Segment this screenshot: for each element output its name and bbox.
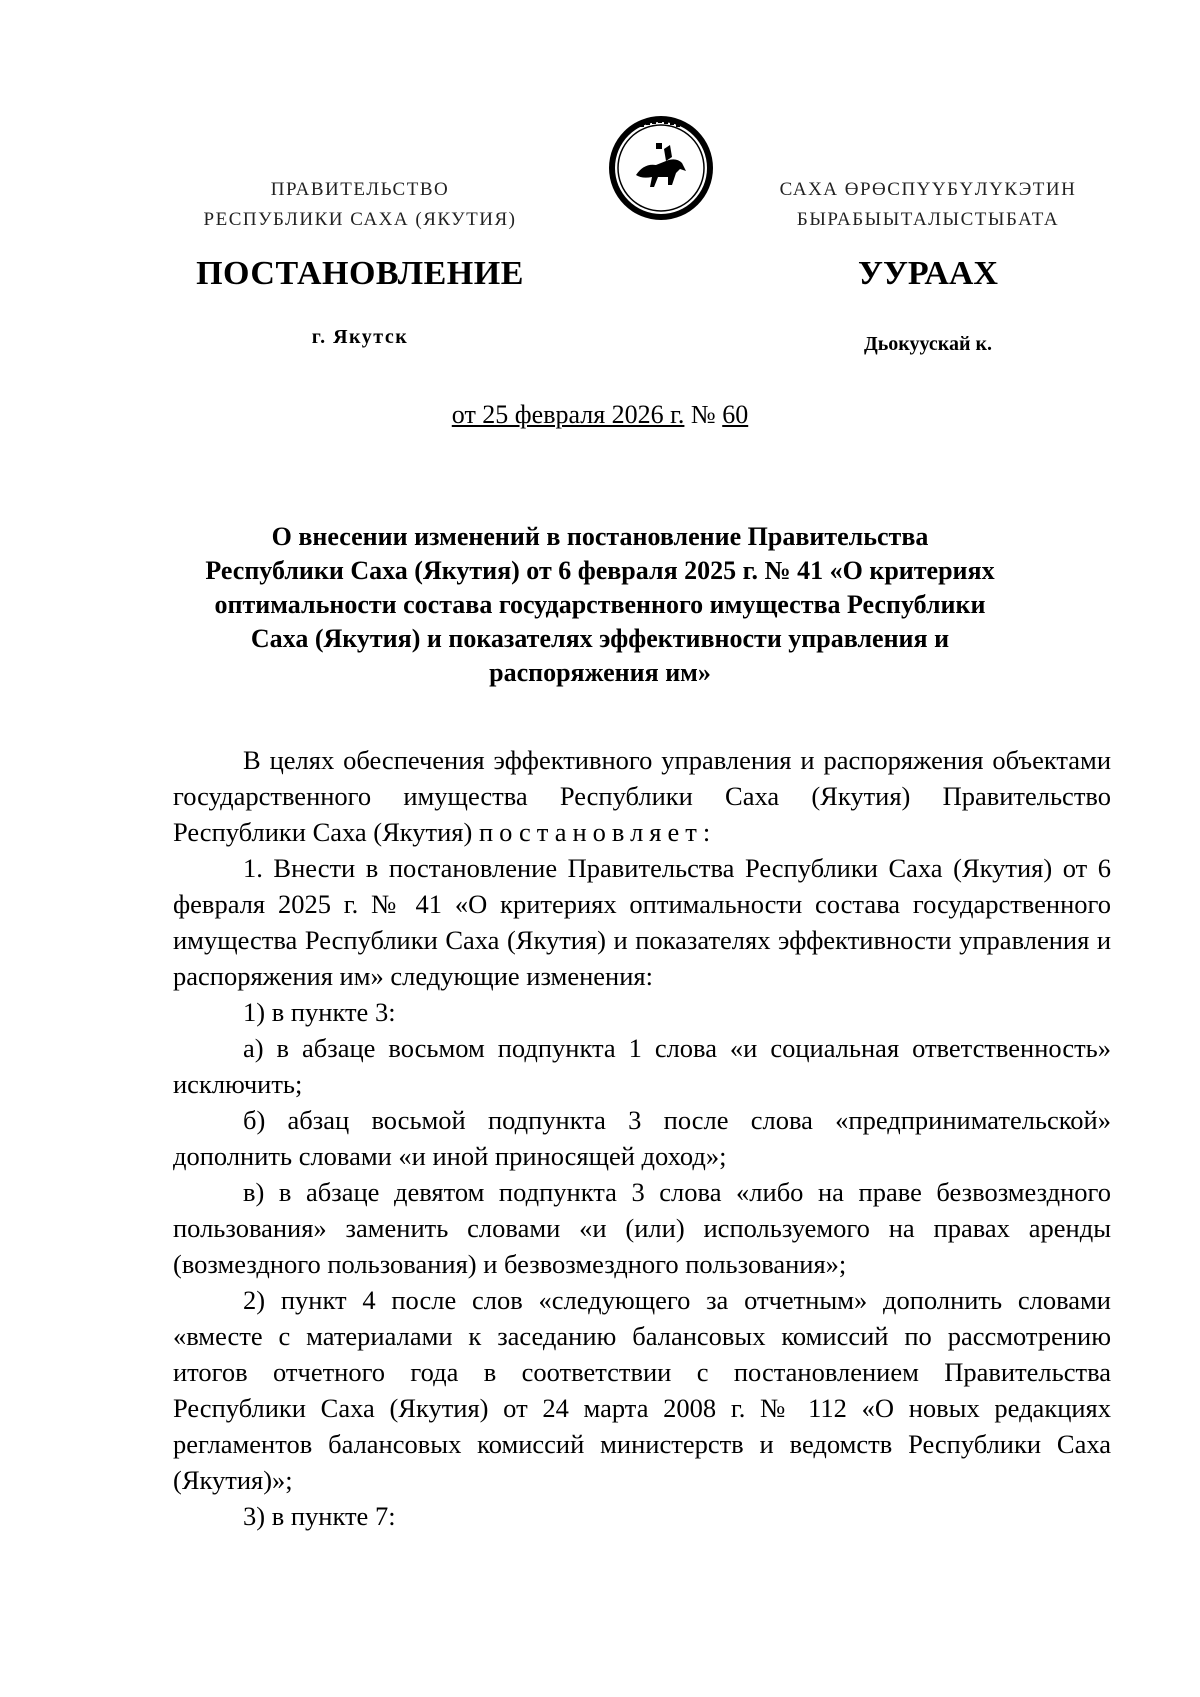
doc-type-ru: ПОСТАНОВЛЕНИЕ [196, 255, 524, 292]
decree-word: постановляет: [478, 817, 717, 847]
body-paragraph: 2) пункт 4 после слов «следующего за отчетным» дополнить словами «вместе с материалами к заседанию балансовых комиссий по рассмотрению итогов отчетного года в соответствии с постановлением Правительства Республики Саха (Якутия) от 24 марта 2008 г. № 112 «О новых редакциях регламентов балансовых комиссий министерств и ведомств Республики Саха (Якутия)»; [173, 1285, 1111, 1495]
document-title: О внесении изменений в постановление Правительства Республики Саха (Якутия) от 6 февраля 2025 г. № 41 «О критериях оптимальности состава государственного имущества Республики Саха (Якутия) и показателях эффективности управления и распоряжения им» [205, 522, 995, 687]
city-sakha: Дьокуускай к. [863, 333, 993, 355]
government-name-sakha [728, 175, 1128, 235]
decree-date: от 25 февраля 2026 г. [451, 400, 685, 429]
government-name-ru [130, 175, 590, 235]
body-paragraph: б) абзац восьмой подпункта 3 после слова «предпринимательской» дополнить словами «и иной приносящей доход»; [173, 1105, 1111, 1171]
body-paragraph: 1. Внести в постановление Правительства Республики Саха (Якутия) от 6 февраля 2025 г. № 41 «О критериях оптимальности состава государственного имущества Республики Саха (Якутия) и показателях эффективности управления и распоряжения им» следующие изменения: [173, 853, 1111, 991]
intro-text: В целях обеспечения эффективного управления и распоряжения объектами государственного имущества Республики Саха (Якутия) Правительство Республики Саха (Якутия) [173, 745, 1111, 847]
body-paragraph: 1) в пункте 3: [243, 997, 396, 1027]
body-paragraph: 3) в пункте 7: [243, 1501, 396, 1531]
gov-line-1: ПРАВИТЕЛЬСТВО [270, 179, 450, 200]
gov-line-2: РЕСПУБЛИКИ САХА (ЯКУТИЯ) [203, 209, 517, 230]
body-paragraph: а) в абзаце восьмом подпункта 1 слова «и социальная ответственность» исключить; [173, 1033, 1111, 1099]
doc-type-sakha: УУРААХ [858, 255, 998, 292]
body-paragraph [173, 742, 1111, 850]
coat-of-arms-icon [606, 113, 716, 223]
gov-line-2-sakha: БЫРАБЫЫТАЛЫСТЫБАТА [796, 209, 1060, 230]
number-label: № [690, 400, 716, 429]
gov-line-1-sakha: САХА ӨРӨСПҮҮБҮЛҮКЭТИН [779, 179, 1077, 200]
body-paragraph: в) в абзаце девятом подпункта 3 слова «либо на праве безвозмездного пользования» заменить словами «и (или) используемого на правах аренды (возмездного пользования) и безвозмездного пользования»; [173, 1177, 1111, 1279]
document-body [173, 742, 1111, 1534]
decree-number: 60 [722, 400, 749, 429]
city-ru: г. Якутск [311, 326, 409, 348]
date-line [0, 400, 1200, 430]
